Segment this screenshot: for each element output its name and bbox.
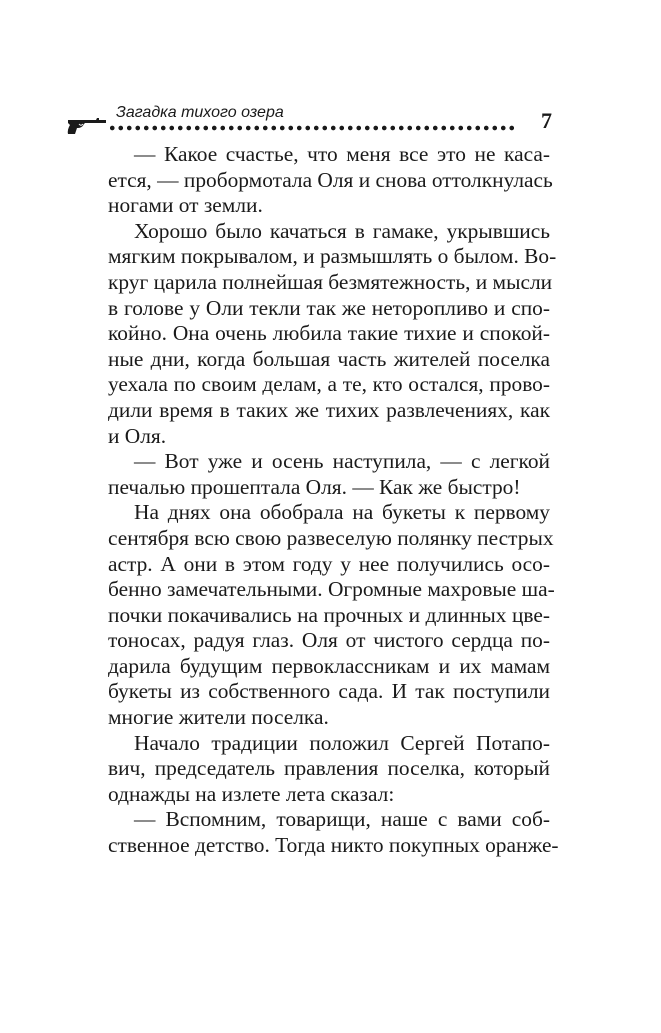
text-line: букеты из собственного сада. И так поступили xyxy=(108,679,550,704)
text-line: круг царила полнейшая безмятежность, и мысли xyxy=(108,269,553,294)
revolver-icon xyxy=(66,116,108,136)
text-line: мягким покрывалом, и размышлять о былом. Во- xyxy=(108,244,557,269)
text-line: ные дни, когда большая часть жителей поселка xyxy=(108,346,550,371)
text-line: бенно замечательными. Огромные махровые ша- xyxy=(108,577,555,602)
text-line: однажды на излете лета сказал: xyxy=(108,781,395,806)
text-line: дили время в таких же тихих развлечениях, как xyxy=(108,397,550,422)
text-line: — Какое счастье, что меня все это не каса- xyxy=(134,142,550,166)
text-line: почки покачивались на прочных и длинных цве- xyxy=(108,602,550,627)
running-title: Загадка тихого озера xyxy=(116,104,284,121)
text-line: койно. Она очень любила такие тихие и спокой- xyxy=(108,321,550,346)
text-line: тоносах, радуя глаз. Оля от чистого сердца по- xyxy=(108,628,550,653)
text-line: и Оля. xyxy=(108,423,167,448)
text-line: На днях она обобрала на букеты к первому xyxy=(134,500,550,525)
text-line: ственное детство. Тогда никто покупных оранже- xyxy=(108,833,559,858)
text-line: — Вот уже и осень наступила, — с легкой xyxy=(134,449,550,474)
page-number: 7 xyxy=(541,108,552,133)
text-line: ногами от земли. xyxy=(108,193,263,218)
text-line: астр. А они в этом году у нее получились осо- xyxy=(108,551,550,576)
text-line: — Вспомним, товарищи, наше с вами соб- xyxy=(134,807,550,832)
text-line: Хорошо было качаться в гамаке, укрывшись xyxy=(134,218,550,243)
text-line: дарила будущим первоклассникам и их мамам xyxy=(108,653,550,678)
text-line: ется, — пробормотала Оля и снова оттолкнулась xyxy=(108,167,553,192)
text-line: печалью прошептала Оля. — Как же быстро! xyxy=(108,474,521,499)
text-line: в голове у Оли текли так же неторопливо и спо- xyxy=(108,295,550,320)
running-header xyxy=(66,96,552,140)
text-line: вич, председатель правления поселка, который xyxy=(108,756,550,781)
body-text xyxy=(108,142,559,859)
text-line: Начало традиции положил Сергей Потапо- xyxy=(134,730,550,755)
text-line: сентября всю свою развеселую полянку пестрых xyxy=(108,525,554,550)
text-line: уехала по своим делам, а те, кто остался, прово- xyxy=(108,372,550,397)
text-line: многие жители поселка. xyxy=(108,705,329,730)
dotted-rule xyxy=(108,125,516,131)
